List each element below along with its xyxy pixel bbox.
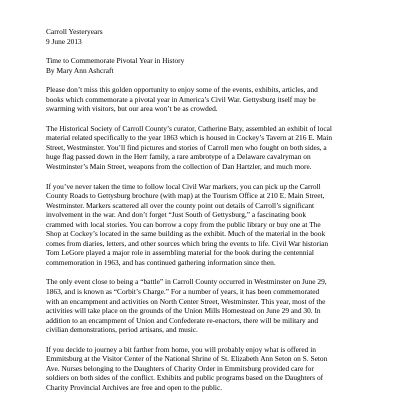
text-line: If you’ve never taken the time to follow local Civil War markers, you can pick up the Carroll <box>46 181 321 191</box>
text-line: soldiers on both sides of the conflict. Exhibits and public programs based on the Daughters of <box>46 373 324 383</box>
text-line: The only event close to being a “battle” in Carroll County occurred in Westminster on June 29, <box>46 277 327 287</box>
text-line: with an encampment and activities on North Center Street, Westminster. This year, most of the <box>46 296 326 306</box>
article-byline: By Mary Ann Ashcraft <box>46 65 114 75</box>
text-line: commemoration in 1963, and has continued gathering information since then. <box>46 257 276 267</box>
text-line: 1863, and is known as “Corbit’s Charge.” For a number of years, it has been commemorated <box>46 287 320 297</box>
paragraph-4 <box>46 277 358 334</box>
text-line: involvement in the war. And don’t forget “Just South of Gettysburg,” a fascinating book <box>46 210 307 220</box>
text-line: books which commemorate a pivotal year in America’s Civil War. Gettysburg itself may be <box>46 94 316 104</box>
text-line: Charity Provincial Archives are free and open to the public. <box>46 382 223 392</box>
text-line: Please don’t miss this golden opportunity to enjoy some of the events, exhibits, articles, and <box>46 85 318 95</box>
paragraph-3 <box>46 182 358 268</box>
text-line: addition to an encampment of Union and Confederate re-enactors, there will be military and <box>46 315 319 325</box>
text-line: If you decide to journey a bit farther from home, you will probably enjoy what is offered in <box>46 344 316 354</box>
text-line: The Historical Society of Carroll County’s curator, Catherine Baty, assembled an exhibit of local <box>46 123 332 133</box>
text-line: huge flag passed down in the Herr family, a rare ambrotype of a Delaware cavalryman on <box>46 152 311 162</box>
article-title: Time to Commemorate Pivotal Year in History <box>46 56 185 66</box>
text-line: Westminster. Markers scattered all over the county point out details of Carroll’s significant <box>46 200 315 210</box>
text-line: crammed with local stories. You can borrow a copy from the public library or buy one at The <box>46 219 321 229</box>
text-line: activities will take place on the grounds of the Union Mills Homestead on June 29 and 30. In <box>46 306 321 316</box>
text-line: civilian demonstrations, period artisans, and music. <box>46 325 198 335</box>
text-line: Emmitsburg at the Visitor Center of the National Shrine of St. Elizabeth Ann Seton on S. Seton <box>46 354 328 364</box>
text-line: comes from diaries, letters, and other sources which bring the events to life. Civil War historian <box>46 238 329 248</box>
text-line: Shop at Cockey’s located in the same building as the exhibit. Much of the material in the book <box>46 229 326 239</box>
publication-name: Carroll Yesteryears <box>46 27 103 36</box>
text-line: Street, Westminster. You’ll find pictures and stories of Carroll men who fought on both sides, a <box>46 142 327 152</box>
text-line: Tom LeGore played a major role in assembling material for the book during the centennial <box>46 248 314 258</box>
text-line: Ave. Nurses belonging to the Daughters of Charity Order in Emmitsburg provided care for <box>46 363 314 373</box>
publication-date: 9 June 2013 <box>46 36 82 46</box>
paragraph-2 <box>46 124 358 172</box>
text-line: material related specifically to the year 1863 which is housed in Cockey’s Tavern at 216 E. Main <box>46 133 333 143</box>
paragraph-5 <box>46 345 358 393</box>
text-line: Westminster’s Main Street, weapons from the collection of Dan Hartzler, and much more. <box>46 162 312 172</box>
text-line: swarming with visitors, but our area won’t be as crowded. <box>46 104 218 114</box>
paragraph-1 <box>46 85 358 114</box>
text-line: County Roads to Gettysburg brochure (with map) at the Tourism Office at 210 E. Main Street, <box>46 191 325 201</box>
article <box>46 27 358 393</box>
